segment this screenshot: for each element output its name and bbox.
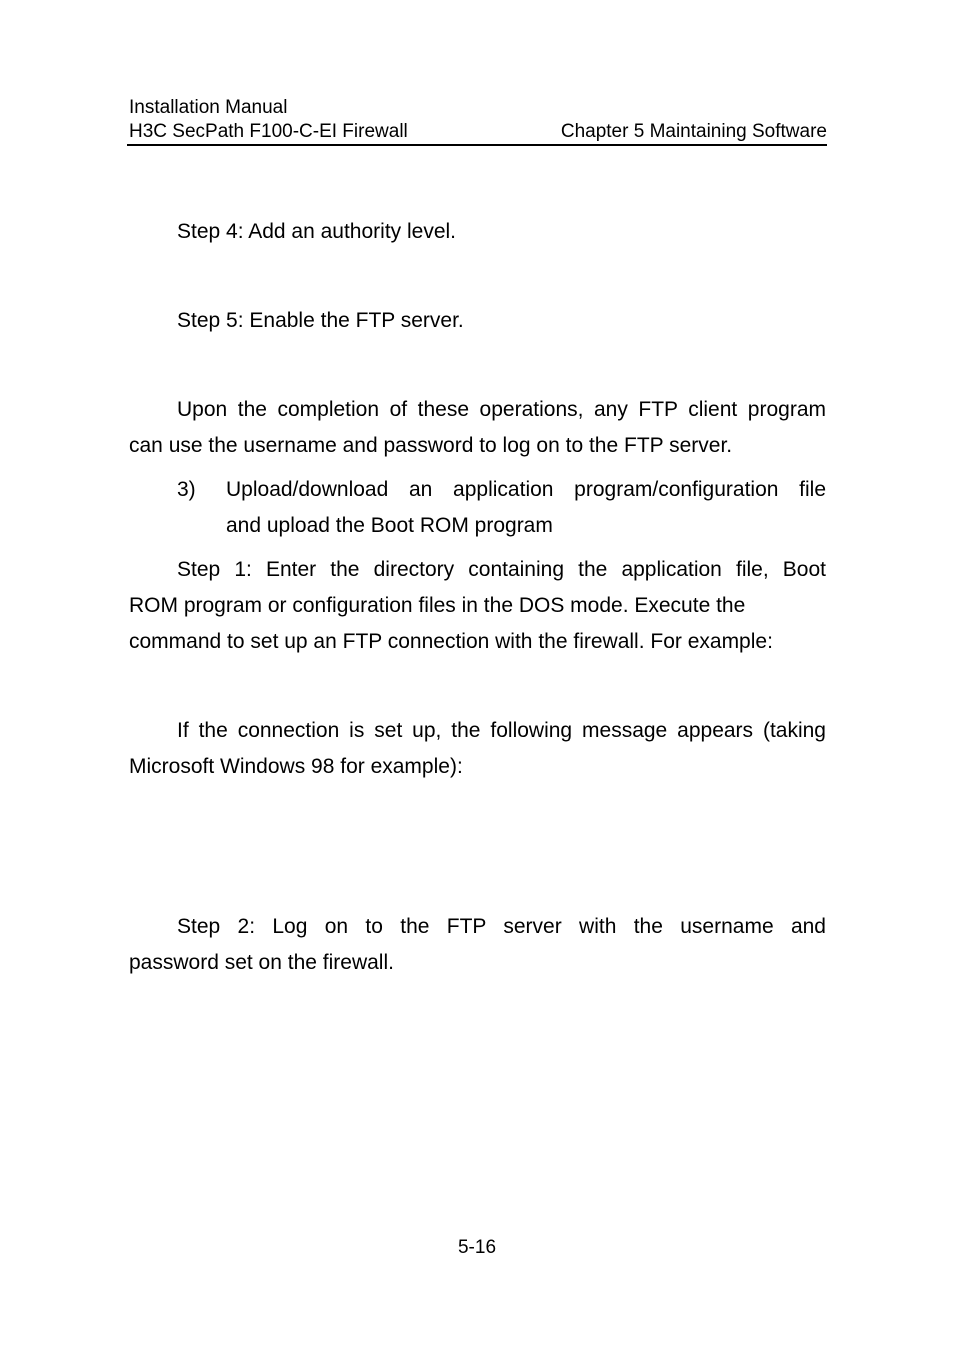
step-1-line-2: ROM program or configuration files in the DOS mode. Execute the	[129, 594, 746, 617]
connection-line-2: Microsoft Windows 98 for example):	[129, 755, 463, 778]
step-4-text: Step 4: Add an authority level.	[177, 220, 457, 243]
step-1-line-3: command to set up an FTP connection with the firewall. For example:	[129, 630, 773, 653]
completion-paragraph	[129, 392, 826, 464]
step-2-paragraph	[129, 909, 826, 981]
header-manual-title: Installation Manual	[129, 97, 288, 118]
item-number: 3)	[177, 478, 196, 501]
header-divider	[127, 144, 827, 146]
step-1-paragraph	[129, 552, 826, 660]
page-number: 5-16	[457, 1237, 497, 1258]
header-product-name: H3C SecPath F100-C-EI Firewall	[129, 121, 408, 142]
header-chapter-title: Chapter 5 Maintaining Software	[560, 121, 827, 142]
item-3-line-2: and upload the Boot ROM program	[226, 514, 553, 537]
completion-line-1: Upon the completion of these operations, any FTP client program	[177, 398, 826, 421]
header-row	[129, 120, 827, 144]
step-1-line-1: Step 1: Enter the directory containing the application file, Boot	[177, 558, 826, 581]
page-header	[129, 96, 827, 144]
item-3-line-1: Upload/download an application program/configuration file	[226, 478, 826, 501]
numbered-item-3	[177, 472, 826, 544]
item-text	[226, 472, 826, 544]
step-5-text: Step 5: Enable the FTP server.	[177, 309, 464, 332]
completion-line-2: can use the username and password to log on to the FTP server.	[129, 434, 733, 457]
connection-line-1: If the connection is set up, the following message appears (taking	[177, 719, 826, 742]
step-2-line-1: Step 2: Log on to the FTP server with the username and	[177, 915, 826, 938]
connection-paragraph	[129, 713, 826, 785]
step-2-line-2: password set on the firewall.	[129, 951, 394, 974]
